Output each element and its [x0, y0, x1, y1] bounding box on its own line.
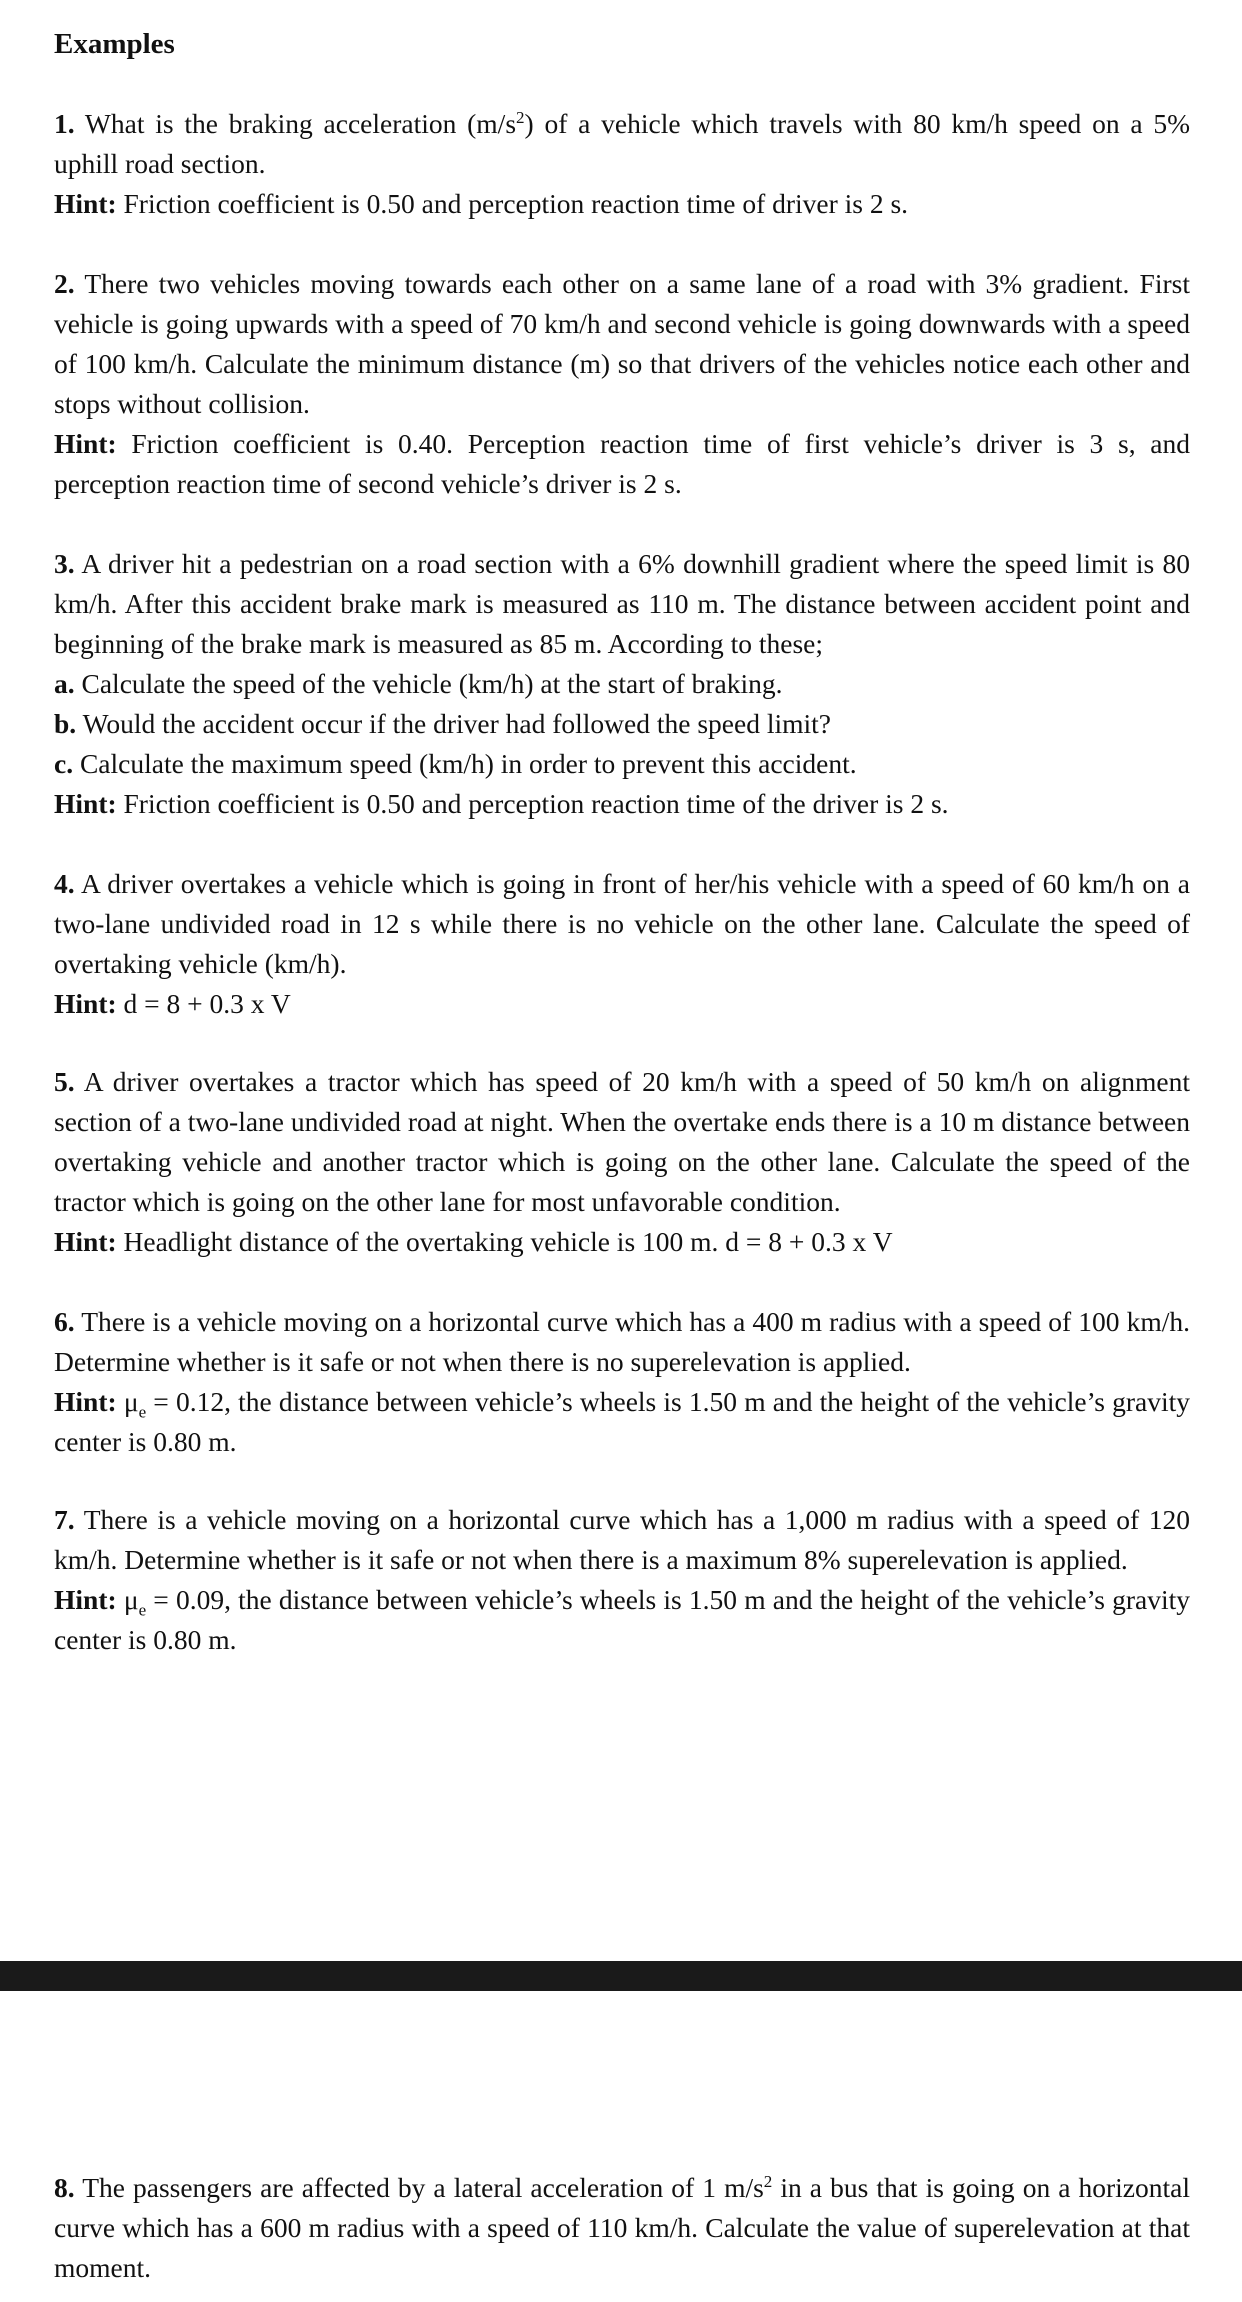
example-6-hint: [54, 1382, 1190, 1462]
example-8: [54, 2168, 1190, 2288]
example-1-question: [54, 104, 1190, 184]
example-6-mu-subscript: e: [138, 1402, 147, 1422]
example-6-question: [54, 1302, 1190, 1382]
example-4-hint: [54, 984, 1190, 1024]
page-title: Examples: [54, 28, 175, 60]
example-3-part-b-text: Would the accident occur if the driver had followed the speed limit?: [82, 708, 831, 739]
example-7-mu-symbol: μ: [123, 1584, 139, 1615]
example-2-number: 2.: [54, 268, 75, 299]
example-5-hint-text: Headlight distance of the overtaking vehicle is 100 m. d = 8 + 0.3 x V: [123, 1226, 893, 1257]
example-8-exponent: 2: [763, 2171, 773, 2191]
example-2-question-text: There two vehicles moving towards each other on a same lane of a road with 3% gradient. First vehicle is going upwards with a speed of 70 km/h and second vehicle is going downwards with a speed of 100 km/h. Calculate the minimum distance (m) so that drivers of the vehicles notice each other and stops without collision.: [54, 268, 1190, 419]
example-7-hint: [54, 1580, 1190, 1660]
example-3-part-a-label: a.: [54, 668, 75, 699]
example-6-question-text: There is a vehicle moving on a horizontal curve which has a 400 m radius with a speed of 100 km/h. Determine whether is it safe or not when there is no superelevation is applied.: [54, 1306, 1190, 1377]
example-7-question: [54, 1500, 1190, 1580]
example-2-hint: [54, 424, 1190, 504]
example-6-number: 6.: [54, 1306, 75, 1337]
example-7-mu-subscript: e: [138, 1600, 147, 1620]
example-4-question-text: A driver overtakes a vehicle which is going in front of her/his vehicle with a speed of 60 km/h on a two-lane undivided road in 12 s while there is no vehicle on the other lane. Calculate the speed of overtaking vehicle (km/h).: [54, 868, 1190, 979]
example-5-question-text: A driver overtakes a tractor which has speed of 20 km/h with a speed of 50 km/h on alignment section of a two-lane undivided road at night. When the overtake ends there is a 10 m distance between overtaking vehicle and another tractor which is going on the other lane. Calculate the speed of the tractor which is going on the other lane for most unfavorable condition.: [54, 1066, 1191, 1217]
example-1-question-text: What is the braking acceleration (m/s: [84, 108, 517, 139]
example-8-number: 8.: [54, 2172, 75, 2203]
example-1-hint-text: Friction coefficient is 0.50 and perception reaction time of driver is 2 s.: [123, 188, 909, 219]
example-4-question: [54, 864, 1190, 984]
example-6: [54, 1302, 1190, 1462]
example-4-hint-label: Hint:: [54, 988, 117, 1019]
example-1-question-end: ) of a vehicle which travels with 80 km/h speed on a 5% uphill road section.: [54, 108, 1190, 179]
example-5-hint: [54, 1222, 1190, 1262]
example-7-question-text: There is a vehicle moving on a horizontal curve which has a 1,000 m radius with a speed of 120 km/h. Determine whether is it safe or not when there is a maximum 8% superelevation is applied.: [54, 1504, 1190, 1575]
example-7-hint-text: = 0.09, the distance between vehicle’s wheels is 1.50 m and the height of the vehicle’s gravity center is 0.80 m.: [54, 1584, 1190, 1655]
example-6-hint-text: = 0.12, the distance between vehicle’s wheels is 1.50 m and the height of the vehicle’s gravity center is 0.80 m.: [54, 1386, 1190, 1457]
example-1-exponent: 2: [516, 107, 525, 127]
example-2-question: [54, 264, 1190, 424]
example-4-number: 4.: [54, 868, 75, 899]
page-separator-bar: [0, 1961, 1242, 1991]
example-3-part-c: [54, 744, 1190, 784]
example-2-hint-label: Hint:: [54, 428, 117, 459]
example-5: [54, 1062, 1190, 1262]
example-3-part-c-text: Calculate the maximum speed (km/h) in order to prevent this accident.: [79, 748, 857, 779]
example-5-hint-label: Hint:: [54, 1226, 117, 1257]
example-7-number: 7.: [54, 1504, 75, 1535]
example-3-hint-text: Friction coefficient is 0.50 and perception reaction time of the driver is 2 s.: [123, 788, 949, 819]
example-3-part-a: [54, 664, 1190, 704]
example-3-question: [54, 544, 1190, 664]
example-3: [54, 544, 1190, 824]
example-3-part-a-text: Calculate the speed of the vehicle (km/h) at the start of braking.: [81, 668, 783, 699]
example-1-hint: [54, 184, 1190, 224]
example-1-hint-label: Hint:: [54, 188, 117, 219]
example-6-hint-label: Hint:: [54, 1386, 117, 1417]
example-3-part-b: [54, 704, 1190, 744]
example-2-hint-text: Friction coefficient is 0.40. Perception reaction time of first vehicle’s driver is 3 s, and perception reaction time of second vehicle’s driver is 2 s.: [54, 428, 1191, 499]
example-4: [54, 864, 1190, 1024]
example-8-question: [54, 2168, 1190, 2288]
example-1-number: 1.: [54, 108, 75, 139]
example-5-number: 5.: [54, 1066, 75, 1097]
example-7: [54, 1500, 1190, 1660]
example-6-mu-symbol: μ: [123, 1386, 139, 1417]
example-3-number: 3.: [54, 548, 75, 579]
example-8-question-text: The passengers are affected by a lateral acceleration of 1 m/s: [82, 2172, 764, 2203]
example-3-question-text: A driver hit a pedestrian on a road section with a 6% downhill gradient where the speed limit is 80 km/h. After this accident brake mark is measured as 110 m. The distance between accident point and beginning of the brake mark is measured as 85 m. According to these;: [54, 548, 1191, 659]
example-2: [54, 264, 1190, 504]
example-1: [54, 104, 1190, 224]
example-3-part-b-label: b.: [54, 708, 77, 739]
example-3-part-c-label: c.: [54, 748, 74, 779]
example-4-hint-text: d = 8 + 0.3 x V: [123, 988, 291, 1019]
example-3-hint-label: Hint:: [54, 788, 117, 819]
example-7-hint-label: Hint:: [54, 1584, 117, 1615]
example-8-question-end: in a bus that is going on a horizontal curve which has a 600 m radius with a speed of 110 km/h. Calculate the value of superelevation at that moment.: [54, 2172, 1190, 2283]
example-5-question: [54, 1062, 1190, 1222]
example-3-hint: [54, 784, 1190, 824]
